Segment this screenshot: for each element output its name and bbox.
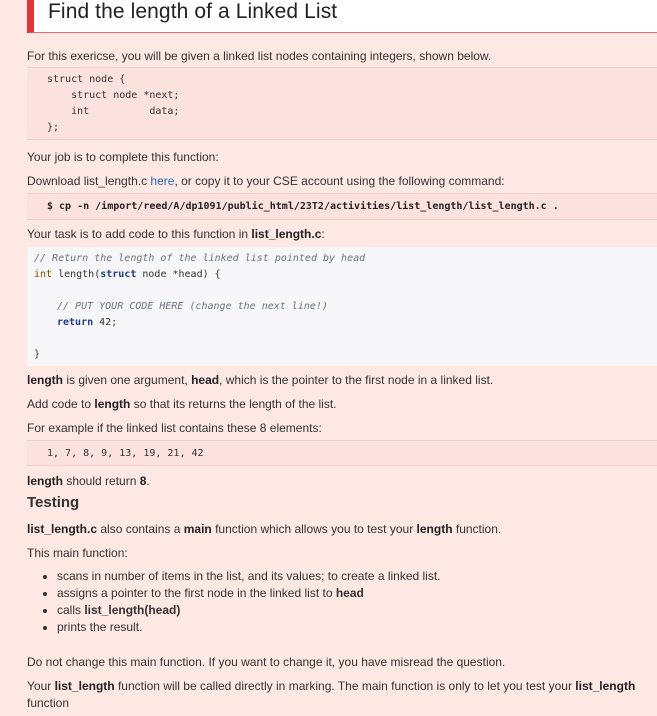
job-text: Your job is to complete this function: <box>27 150 219 164</box>
task-text: Your task is to add code to this function in list_length.c: <box>27 227 325 241</box>
title-bar <box>27 0 657 33</box>
function-code-block <box>27 247 657 366</box>
no-change-text: Do not change this main function. If you want to change it, you have misread the question. <box>27 655 506 669</box>
command-block[interactable] <box>27 193 657 220</box>
desc-2: Add code to length so that its returns the length of the list. <box>27 397 337 411</box>
testing-text: list_length.c also contains a main function which allows you to test your length function. <box>27 522 502 536</box>
code-line: int data; <box>47 106 180 117</box>
code-comment: // PUT YOUR CODE HERE (change the next line!) <box>57 301 328 312</box>
list-item: • prints the result. <box>57 619 441 636</box>
list-item: • scans in number of items in the list, and its values; to create a linked list. <box>57 568 441 585</box>
code-line: }; <box>47 122 60 133</box>
should-return-text: length should return 8. <box>27 474 150 488</box>
final-text: Your list_length function will be called directly in marking. The main function is only to let you test your list_length <box>27 679 636 693</box>
intro-text: For this exericse, you will be given a linked list nodes containing integers, shown below. <box>27 49 492 63</box>
code-return: return 42; <box>57 317 118 328</box>
task-file: list_length.c <box>251 227 322 241</box>
final-text-cont: function <box>27 696 70 710</box>
example-block <box>27 440 657 466</box>
download-link[interactable]: here <box>150 174 175 188</box>
struct-code-block <box>27 67 657 140</box>
list-item: • assigns a pointer to the first node in the linked list to head <box>57 585 441 602</box>
code-close: } <box>34 349 41 360</box>
code-comment: // Return the length of the linked list pointed by head <box>34 253 366 264</box>
main-intro: This main function: <box>27 546 128 560</box>
code-signature: int length(struct node *head) { <box>34 269 221 280</box>
example-list: 1, 7, 8, 9, 13, 19, 21, 42 <box>47 448 204 459</box>
download-text: Download list_length.c here, or copy it to your CSE account using the following command: <box>27 174 505 188</box>
testing-heading: Testing <box>27 494 80 511</box>
main-function-list <box>27 568 441 636</box>
desc-1: length is given one argument, head, which is the pointer to the first node in a linked list. <box>27 373 494 387</box>
code-line: struct node { <box>47 74 126 85</box>
command-text: $ cp -n /import/reed/A/dp1091/public_html/23T2/activities/list_length/list_length.c . <box>47 201 559 212</box>
list-item: • calls list_length(head) <box>57 602 441 619</box>
code-line: struct node *next; <box>47 90 180 101</box>
page-title: Find the length of a Linked List <box>48 0 338 23</box>
example-intro: For example if the linked list contains these 8 elements: <box>27 421 322 435</box>
